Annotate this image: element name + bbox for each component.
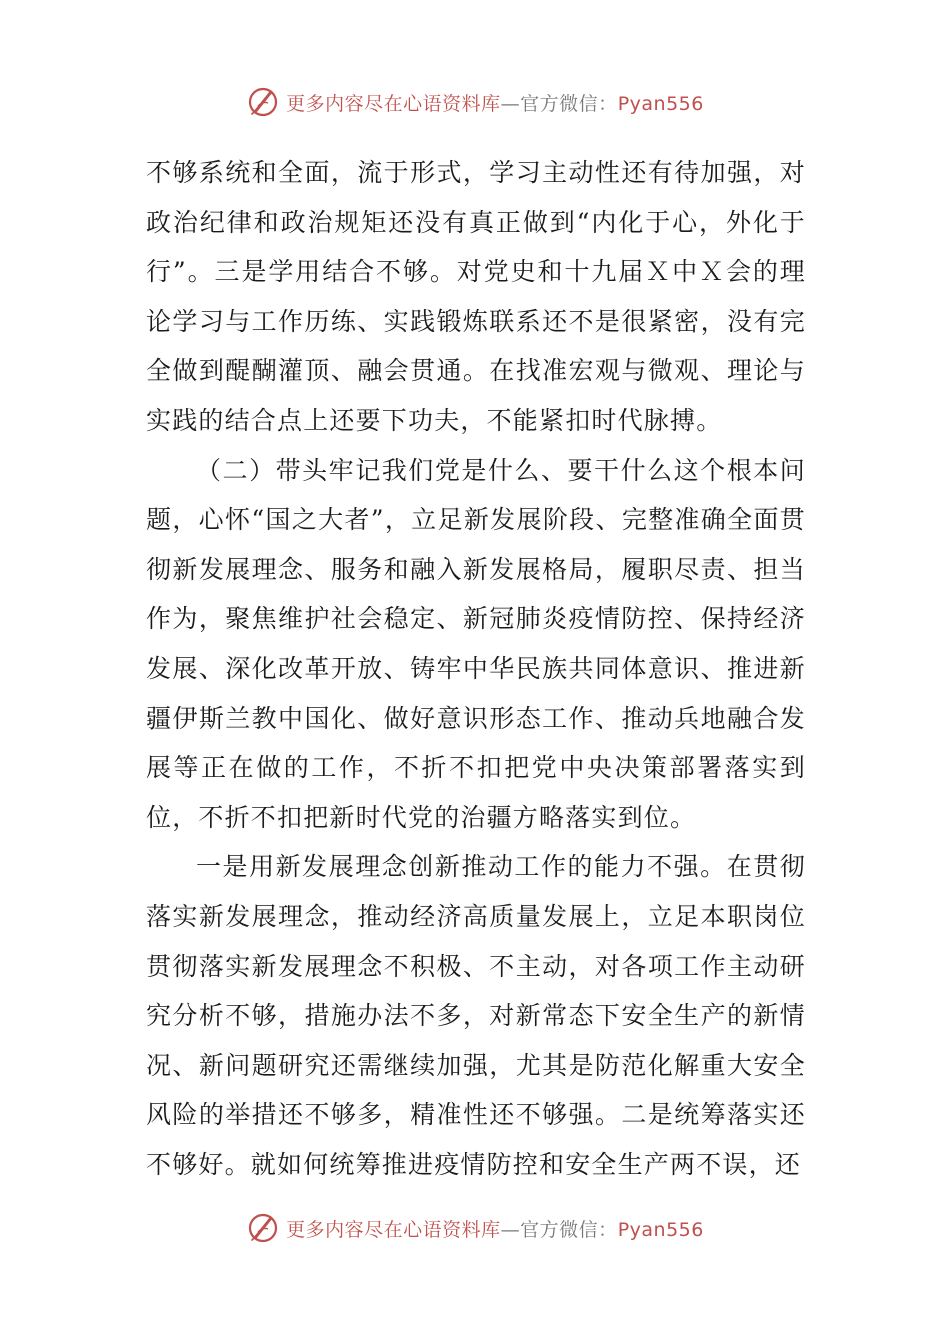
paragraph-3: 一是用新发展理念创新推动工作的能力不强。在贯彻落实新发展理念，推动经济高质量发展上，立足本职岗位贯彻落实新发展理念不积极、不主动，对各项工作主动研究分析不够，措施办法不多，对新常态下安全生产的新情况、新问题研究还需继续加强，尤其是防范化解重大安全风险的举措还不够多，精准性还不够强。二是统筹落实还不够好。就如何统筹推进疫情防控和安全生产两不误，还 <box>146 852 806 1179</box>
watermark-label: 官方微信： <box>520 1218 618 1241</box>
watermark-main: 更多内容尽在心语资料库 <box>286 1218 501 1241</box>
footer-watermark <box>0 1208 950 1248</box>
watermark-wechat-id: Pyan556 <box>617 92 704 115</box>
watermark-main: 更多内容尽在心语资料库 <box>286 92 501 115</box>
watermark-text <box>286 1215 704 1242</box>
watermark-wechat-id: Pyan556 <box>617 1218 704 1241</box>
paragraph-2: （二）带头牢记我们党是什么、要干什么这个根本问题，心怀“国之大者”，立足新发展阶段、完整准确全面贯彻新发展理念、服务和融入新发展格局，履职尽责、担当作为，聚焦维护社会稳定、新冠肺炎疫情防控、保持经济发展、深化改革开放、铸牢中华民族共同体意识、推进新疆伊斯兰教中国化、做好意识形态工作、推动兵地融合发展等正在做的工作，不折不扣把党中央决策部署落实到位，不折不扣把新时代党的治疆方略落实到位。 <box>146 455 806 832</box>
pen-circle-logo-icon <box>246 1211 280 1245</box>
watermark-text <box>286 89 704 116</box>
watermark-dash: — <box>500 92 521 115</box>
watermark-dash: — <box>500 1218 521 1241</box>
document-body <box>146 148 806 1189</box>
pen-circle-logo-icon <box>246 85 280 119</box>
paragraph-1: 不够系统和全面，流于形式，学习主动性还有待加强，对政治纪律和政治规矩还没有真正做到“内化于心，外化于行”。三是学用结合不够。对党史和十九届Ｘ中Ｘ会的理论学习与工作历练、实践锻炼联系还不是很紧密，没有完全做到醍醐灌顶、融会贯通。在找准宏观与微观、理论与实践的结合点上还要下功夫，不能紧扣时代脉搏。 <box>146 158 806 435</box>
header-watermark <box>0 82 950 122</box>
watermark-label: 官方微信： <box>520 92 618 115</box>
